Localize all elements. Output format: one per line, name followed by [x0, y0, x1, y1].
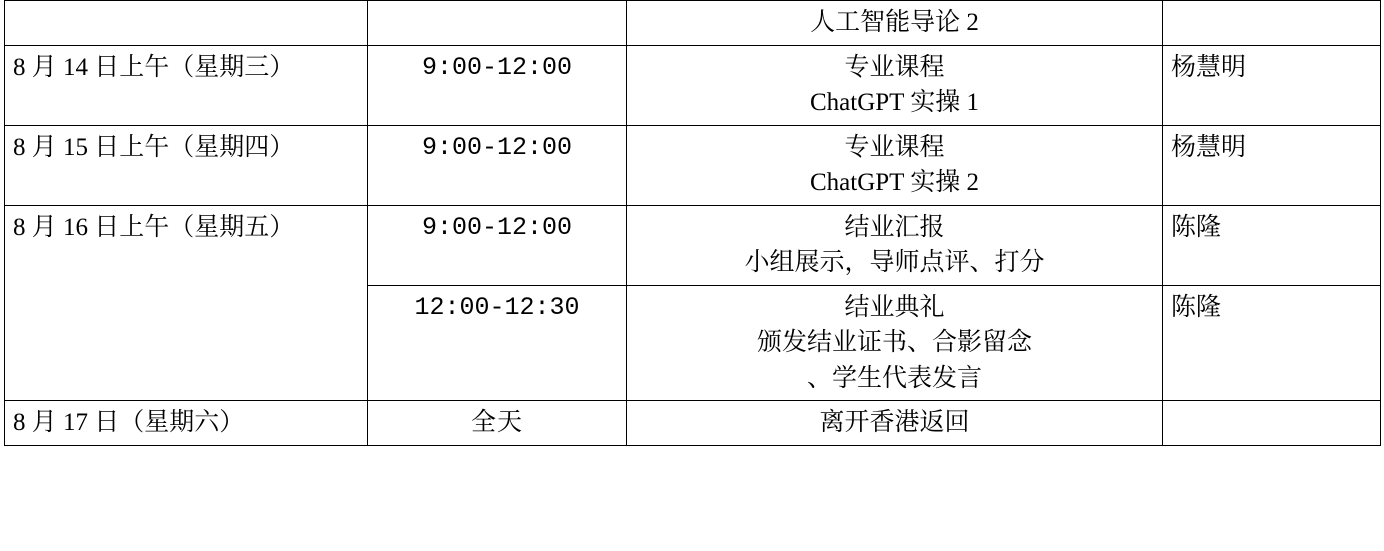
cell-content: [627, 285, 1163, 401]
cell-time: 9:00-12:00: [368, 205, 627, 285]
cell-content: [627, 205, 1163, 285]
cell-content: [627, 45, 1163, 125]
cell-person: 杨慧明: [1163, 45, 1381, 125]
cell-content: [627, 125, 1163, 205]
schedule-table: [4, 0, 1381, 446]
cell-time: 12:00-12:30: [368, 285, 627, 401]
cell-date: [5, 1, 368, 46]
table-row: [5, 401, 1381, 446]
content-line: 离开香港返回: [819, 409, 970, 436]
content-line: ChatGPT 实操 1: [810, 89, 979, 116]
cell-person: [1163, 401, 1381, 446]
cell-person: 杨慧明: [1163, 125, 1381, 205]
cell-time: [368, 1, 627, 46]
cell-person: [1163, 1, 1381, 46]
table-row: [5, 1, 1381, 46]
cell-date: 8 月 17 日（星期六）: [5, 401, 368, 446]
content-line: 专业课程: [844, 53, 945, 81]
cell-date: 8 月 14 日上午（星期三）: [5, 45, 368, 125]
content-line: 颁发结业证书、合影留念: [756, 329, 1032, 356]
cell-content: [627, 401, 1163, 446]
table-row: [5, 45, 1381, 125]
cell-date: 8 月 16 日上午（星期五）: [5, 205, 368, 401]
cell-content: [627, 1, 1163, 46]
cell-person: 陈隆: [1163, 205, 1381, 285]
cell-time: 9:00-12:00: [368, 45, 627, 125]
content-line: 结业典礼: [844, 293, 945, 321]
cell-time: 9:00-12:00: [368, 125, 627, 205]
content-line: 、学生代表发言: [806, 364, 982, 392]
cell-person: 陈隆: [1163, 285, 1381, 401]
content-line: 小组展示，导师点评、打分: [744, 249, 1045, 276]
content-line: 专业课程: [844, 133, 945, 161]
content-line: ChatGPT 实操 2: [810, 169, 979, 196]
content-line: 人工智能导论 2: [810, 9, 979, 36]
cell-time: 全天: [368, 401, 627, 446]
cell-date: 8 月 15 日上午（星期四）: [5, 125, 368, 205]
table-row: [5, 205, 1381, 285]
table-row: [5, 125, 1381, 205]
content-line: 结业汇报: [844, 213, 945, 241]
